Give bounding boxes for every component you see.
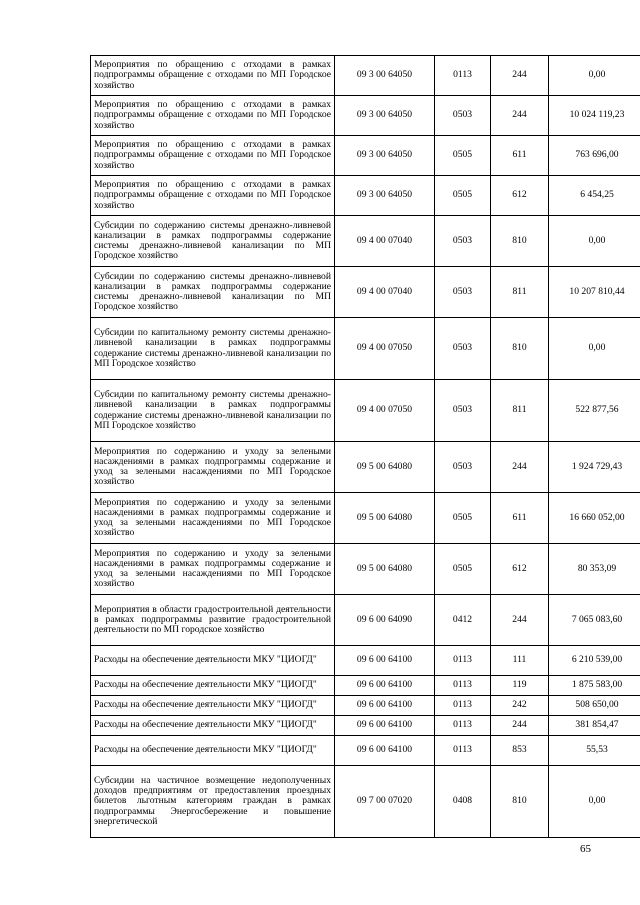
table-row: [91, 442, 640, 493]
cell-expense-type: 612: [491, 176, 549, 216]
cell-expense-type: 111: [491, 646, 549, 676]
cell-name: Субсидии на частичное возмещение недополученных доходов предприятиям от предоставления проездных билетов льготным категориям граждан в рамках подпрограммы Энергосбережение и повышение энергетической: [91, 766, 335, 838]
cell-target-article: 09 6 00 64100: [335, 716, 435, 736]
cell-expense-type: 810: [491, 318, 549, 380]
cell-expense-type: 242: [491, 696, 549, 716]
cell-expense-type: 244: [491, 595, 549, 646]
cell-section: 0503: [435, 216, 491, 267]
cell-target-article: 09 5 00 64080: [335, 544, 435, 595]
cell-name: Мероприятия по содержанию и уходу за зелеными насаждениями в рамках подпрограммы содержание и уход за зелеными насаждениями по МП Городское хозяйство: [91, 442, 335, 493]
cell-amount: 55,53: [549, 736, 640, 766]
budget-table-body: [91, 56, 640, 838]
cell-name: Расходы на обеспечение деятельности МКУ "ЦИОГД": [91, 716, 335, 736]
cell-section: 0503: [435, 96, 491, 136]
cell-target-article: 09 3 00 64050: [335, 136, 435, 176]
cell-expense-type: 244: [491, 716, 549, 736]
budget-table: [90, 55, 640, 838]
cell-target-article: 09 6 00 64100: [335, 736, 435, 766]
cell-name: Мероприятия по обращению с отходами в рамках подпрограммы обращение с отходами по МП Городское хозяйство: [91, 96, 335, 136]
cell-name: Субсидии по капитальному ремонту системы дренажно-ливневой канализации в рамках подпрограммы содержание системы дренажно-ливневой канализации по МП Городское хозяйство: [91, 318, 335, 380]
cell-name: Субсидии по содержанию системы дренажно-ливневой канализации в рамках подпрограммы содержание системы дренажно-ливневой канализации по МП Городское хозяйство: [91, 267, 335, 318]
cell-expense-type: 119: [491, 676, 549, 696]
cell-expense-type: 244: [491, 442, 549, 493]
table-row: [91, 136, 640, 176]
cell-target-article: 09 3 00 64050: [335, 96, 435, 136]
table-row: [91, 216, 640, 267]
table-row: [91, 766, 640, 838]
cell-section: 0503: [435, 380, 491, 442]
cell-amount: 7 065 083,60: [549, 595, 640, 646]
cell-section: 0505: [435, 176, 491, 216]
cell-expense-type: 244: [491, 56, 549, 96]
cell-amount: 381 854,47: [549, 716, 640, 736]
cell-section: 0113: [435, 736, 491, 766]
cell-amount: 522 877,56: [549, 380, 640, 442]
table-row: [91, 736, 640, 766]
cell-name: Мероприятия по обращению с отходами в рамках подпрограммы обращение с отходами по МП Городское хозяйство: [91, 56, 335, 96]
cell-target-article: 09 4 00 07050: [335, 380, 435, 442]
cell-amount: 10 207 810,44: [549, 267, 640, 318]
cell-name: Субсидии по содержанию системы дренажно-ливневой канализации в рамках подпрограммы содержание системы дренажно-ливневой канализации по МП Городское хозяйство: [91, 216, 335, 267]
cell-amount: 6 454,25: [549, 176, 640, 216]
cell-section: 0113: [435, 676, 491, 696]
cell-target-article: 09 4 00 07040: [335, 267, 435, 318]
cell-section: 0412: [435, 595, 491, 646]
cell-amount: 1 875 583,00: [549, 676, 640, 696]
table-row: [91, 696, 640, 716]
cell-name: Мероприятия по обращению с отходами в рамках подпрограммы обращение с отходами по МП Городское хозяйство: [91, 136, 335, 176]
cell-name: Расходы на обеспечение деятельности МКУ "ЦИОГД": [91, 676, 335, 696]
cell-target-article: 09 4 00 07050: [335, 318, 435, 380]
cell-expense-type: 811: [491, 267, 549, 318]
cell-amount: 10 024 119,23: [549, 96, 640, 136]
table-row: [91, 267, 640, 318]
cell-amount: 0,00: [549, 766, 640, 838]
cell-amount: 1 924 729,43: [549, 442, 640, 493]
cell-amount: 763 696,00: [549, 136, 640, 176]
cell-name: Расходы на обеспечение деятельности МКУ "ЦИОГД": [91, 696, 335, 716]
cell-target-article: 09 6 00 64100: [335, 696, 435, 716]
cell-amount: 0,00: [549, 56, 640, 96]
cell-name: Мероприятия по содержанию и уходу за зелеными насаждениями в рамках подпрограммы содержание и уход за зелеными насаждениями по МП Городское хозяйство: [91, 544, 335, 595]
page-number: 65: [580, 843, 591, 855]
cell-target-article: 09 3 00 64050: [335, 176, 435, 216]
table-row: [91, 493, 640, 544]
cell-amount: 0,00: [549, 216, 640, 267]
cell-name: Расходы на обеспечение деятельности МКУ "ЦИОГД": [91, 736, 335, 766]
cell-expense-type: 810: [491, 216, 549, 267]
cell-section: 0113: [435, 56, 491, 96]
cell-section: 0408: [435, 766, 491, 838]
cell-expense-type: 611: [491, 493, 549, 544]
cell-amount: 508 650,00: [549, 696, 640, 716]
table-row: [91, 646, 640, 676]
table-row: [91, 380, 640, 442]
cell-section: 0505: [435, 493, 491, 544]
cell-expense-type: 244: [491, 96, 549, 136]
cell-section: 0503: [435, 267, 491, 318]
cell-amount: 0,00: [549, 318, 640, 380]
cell-name: Расходы на обеспечение деятельности МКУ "ЦИОГД": [91, 646, 335, 676]
cell-target-article: 09 6 00 64100: [335, 676, 435, 696]
table-row: [91, 544, 640, 595]
cell-name: Мероприятия по содержанию и уходу за зелеными насаждениями в рамках подпрограммы содержание и уход за зелеными насаждениями по МП Городское хозяйство: [91, 493, 335, 544]
cell-name: Субсидии по капитальному ремонту системы дренажно-ливневой канализации в рамках подпрограммы содержание системы дренажно-ливневой канализации по МП Городское хозяйство: [91, 380, 335, 442]
cell-expense-type: 810: [491, 766, 549, 838]
cell-target-article: 09 5 00 64080: [335, 493, 435, 544]
cell-section: 0505: [435, 136, 491, 176]
cell-section: 0503: [435, 318, 491, 380]
cell-expense-type: 611: [491, 136, 549, 176]
cell-target-article: 09 6 00 64090: [335, 595, 435, 646]
cell-amount: 80 353,09: [549, 544, 640, 595]
cell-section: 0113: [435, 646, 491, 676]
cell-target-article: 09 4 00 07040: [335, 216, 435, 267]
cell-target-article: 09 5 00 64080: [335, 442, 435, 493]
table-row: [91, 176, 640, 216]
table-row: [91, 318, 640, 380]
cell-section: 0113: [435, 716, 491, 736]
cell-section: 0113: [435, 696, 491, 716]
table-row: [91, 716, 640, 736]
cell-name: Мероприятия в области градостроительной деятельности в рамках подпрограммы развитие градостроительной деятельности по МП городское хозяйство: [91, 595, 335, 646]
cell-section: 0505: [435, 544, 491, 595]
table-row: [91, 96, 640, 136]
cell-target-article: 09 7 00 07020: [335, 766, 435, 838]
cell-amount: 6 210 539,00: [549, 646, 640, 676]
table-row: [91, 676, 640, 696]
cell-expense-type: 811: [491, 380, 549, 442]
table-row: [91, 595, 640, 646]
cell-amount: 16 660 052,00: [549, 493, 640, 544]
table-row: [91, 56, 640, 96]
cell-target-article: 09 3 00 64050: [335, 56, 435, 96]
cell-expense-type: 853: [491, 736, 549, 766]
cell-expense-type: 612: [491, 544, 549, 595]
cell-name: Мероприятия по обращению с отходами в рамках подпрограммы обращение с отходами по МП Городское хозяйство: [91, 176, 335, 216]
cell-section: 0503: [435, 442, 491, 493]
cell-target-article: 09 6 00 64100: [335, 646, 435, 676]
